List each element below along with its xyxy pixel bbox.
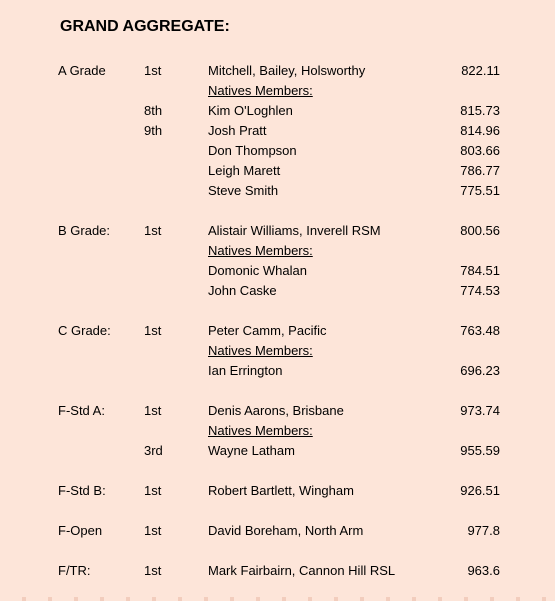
natives-members-heading: Natives Members: <box>208 243 313 258</box>
placing: 1st <box>144 483 162 498</box>
result-row <box>0 521 555 541</box>
result-row <box>0 161 555 181</box>
aggregate-score: 926.51 <box>460 483 500 498</box>
placing: 9th <box>144 123 163 138</box>
section-subheading-row <box>0 421 555 441</box>
result-row <box>0 101 555 121</box>
placing: 8th <box>144 103 163 118</box>
grade-label: F/TR: <box>58 563 91 578</box>
result-row <box>0 221 555 241</box>
grade-label: A Grade <box>58 63 106 78</box>
shooter-name: Domonic Whalan <box>208 263 307 278</box>
natives-members-heading: Natives Members: <box>208 343 313 358</box>
result-row <box>0 401 555 421</box>
result-row <box>0 141 555 161</box>
result-row <box>0 361 555 381</box>
section-subheading-row <box>0 241 555 261</box>
shooter-name: Peter Camm, Pacific <box>208 323 327 338</box>
aggregate-score: 814.96 <box>460 123 500 138</box>
placing: 1st <box>144 63 162 78</box>
shooter-name: Leigh Marett <box>208 163 281 178</box>
grade-label: C Grade: <box>58 323 111 338</box>
grade-label: F-Std B: <box>58 483 106 498</box>
shooter-name: Mitchell, Bailey, Holsworthy <box>208 63 366 78</box>
result-row <box>0 321 555 341</box>
result-row <box>0 61 555 81</box>
results-table <box>0 61 555 581</box>
result-row <box>0 441 555 461</box>
aggregate-score: 955.59 <box>460 443 500 458</box>
aggregate-score: 963.6 <box>467 563 500 578</box>
result-row <box>0 481 555 501</box>
aggregate-score: 977.8 <box>467 523 500 538</box>
shooter-name: Josh Pratt <box>208 123 267 138</box>
page-title: GRAND AGGREGATE: <box>60 18 230 35</box>
aggregate-score: 775.51 <box>460 183 500 198</box>
shooter-name: Ian Errington <box>208 363 283 378</box>
placing: 3rd <box>144 443 163 458</box>
shooter-name: Don Thompson <box>208 143 297 158</box>
grade-label: B Grade: <box>58 223 111 238</box>
placing: 1st <box>144 223 162 238</box>
natives-members-heading: Natives Members: <box>208 83 313 98</box>
shooter-name: Kim O'Loghlen <box>208 103 293 118</box>
shooter-name: Wayne Latham <box>208 443 295 458</box>
aggregate-score: 696.23 <box>460 363 500 378</box>
grade-label: F-Open <box>58 523 103 538</box>
section-subheading-row <box>0 81 555 101</box>
placing: 1st <box>144 523 162 538</box>
shooter-name: Robert Bartlett, Wingham <box>208 483 354 498</box>
section-subheading-row <box>0 341 555 361</box>
result-row <box>0 121 555 141</box>
aggregate-score: 815.73 <box>460 103 500 118</box>
shooter-name: Steve Smith <box>208 183 279 198</box>
aggregate-score: 800.56 <box>460 223 500 238</box>
aggregate-score: 774.53 <box>460 283 500 298</box>
shooter-name: John Caske <box>208 283 277 298</box>
aggregate-score: 786.77 <box>460 163 500 178</box>
aggregate-score: 763.48 <box>460 323 500 338</box>
aggregate-score: 803.66 <box>460 143 500 158</box>
placing: 1st <box>144 323 162 338</box>
result-row <box>0 261 555 281</box>
placing: 1st <box>144 563 162 578</box>
aggregate-score: 973.74 <box>460 403 500 418</box>
result-row <box>0 561 555 581</box>
placing: 1st <box>144 403 162 418</box>
shooter-name: Denis Aarons, Brisbane <box>208 403 344 418</box>
shooter-name: David Boreham, North Arm <box>208 523 364 538</box>
aggregate-score: 784.51 <box>460 263 500 278</box>
result-row <box>0 281 555 301</box>
page-edge <box>0 597 555 601</box>
natives-members-heading: Natives Members: <box>208 423 313 438</box>
shooter-name: Alistair Williams, Inverell RSM <box>208 223 381 238</box>
result-row <box>0 181 555 201</box>
aggregate-score: 822.11 <box>461 63 500 78</box>
shooter-name: Mark Fairbairn, Cannon Hill RSL <box>208 563 396 578</box>
grade-label: F-Std A: <box>58 403 105 418</box>
